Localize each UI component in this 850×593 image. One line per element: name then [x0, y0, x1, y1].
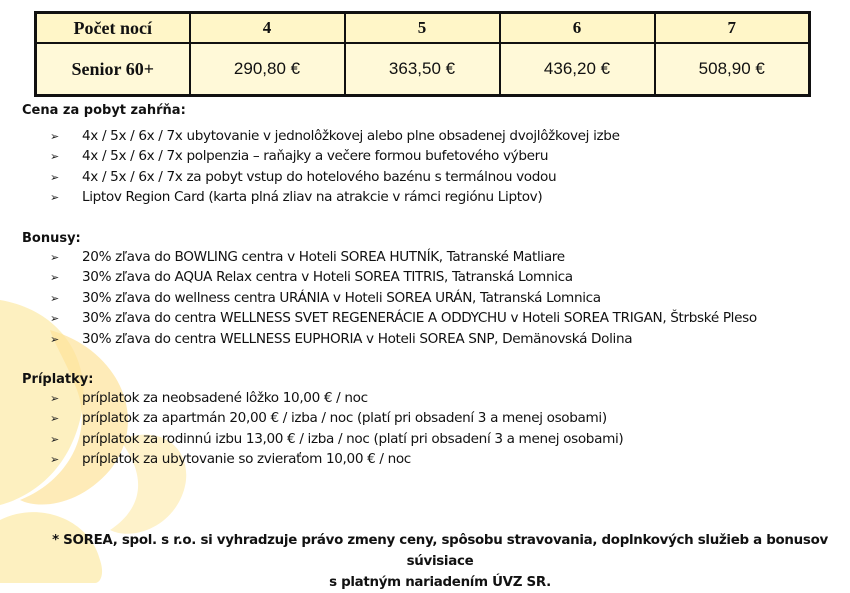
list-item: ➢ 30% zľava do centra WELLNESS SVET REGENERÁCIE A ODDYCHU v Hoteli SOREA TRIGAN, Štrbské Pleso	[50, 308, 757, 328]
price-table	[34, 11, 811, 97]
arrowhead-bullet-icon: ➢	[50, 150, 59, 164]
arrowhead-bullet-icon: ➢	[50, 332, 59, 346]
footnote	[30, 530, 850, 593]
arrowhead-bullet-icon: ➢	[50, 191, 59, 205]
list-item: ➢ 30% zľava do centra WELLNESS EUPHORIA v Hoteli SOREA SNP, Demänovská Dolina	[50, 329, 757, 349]
arrowhead-bullet-icon: ➢	[50, 291, 59, 305]
nights-label: Počet nocí	[36, 13, 190, 44]
section-title-includes: Cena za pobyt zahŕňa:	[22, 103, 186, 118]
list-item: ➢ 4x / 5x / 6x / 7x polpenzia – raňajky a večere formou bufetového výberu	[50, 146, 620, 166]
footnote-line-2: s platným nariadením ÚVZ SR.	[329, 575, 551, 590]
list-item: ➢ príplatok za ubytovanie so zvieraťom 10,00 € / noc	[50, 449, 623, 469]
price-4: 290,80 €	[190, 43, 345, 96]
arrowhead-bullet-icon: ➢	[50, 170, 59, 184]
arrowhead-bullet-icon: ➢	[50, 392, 59, 405]
price-table-header	[36, 13, 810, 44]
cropped-heading	[0, 0, 850, 6]
section-title-surcharges: Príplatky:	[22, 372, 94, 387]
list-item: ➢ 4x / 5x / 6x / 7x ubytovanie v jednolôžkovej alebo plne obsadenej dvojlôžkovej izbe	[50, 126, 620, 146]
list-item: ➢ 4x / 5x / 6x / 7x za pobyt vstup do hotelového bazénu s termálnou vodou	[50, 167, 620, 187]
price-6: 436,20 €	[500, 43, 655, 96]
senior-label: Senior 60+	[36, 43, 190, 96]
list-item: ➢ príplatok za apartmán 20,00 € / izba / noc (platí pri obsadení 3 a menej osobami)	[50, 408, 623, 428]
includes-list	[50, 126, 620, 208]
bonuses-list	[50, 247, 757, 349]
nights-7: 7	[655, 13, 810, 44]
nights-4: 4	[190, 13, 345, 44]
price-7: 508,90 €	[655, 43, 810, 96]
price-table-row	[36, 43, 810, 96]
footnote-line-1: * SOREA, spol. s r.o. si vyhradzuje právo zmeny ceny, spôsobu stravovania, doplnkových služieb a bonusov súvisiace	[52, 533, 828, 569]
list-item: ➢ Liptov Region Card (karta plná zliav na atrakcie v rámci regiónu Liptov)	[50, 187, 620, 207]
arrowhead-bullet-icon: ➢	[50, 453, 59, 467]
nights-6: 6	[500, 13, 655, 44]
arrowhead-bullet-icon: ➢	[50, 312, 59, 326]
arrowhead-bullet-icon: ➢	[50, 432, 59, 446]
arrowhead-bullet-icon: ➢	[50, 271, 59, 285]
arrowhead-bullet-icon: ➢	[50, 412, 59, 426]
nights-5: 5	[345, 13, 500, 44]
list-item: ➢ príplatok za rodinnú izbu 13,00 € / izba / noc (platí pri obsadení 3 a menej osobami)	[50, 429, 623, 449]
list-item: ➢ 30% zľava do AQUA Relax centra v Hoteli SOREA TITRIS, Tatranská Lomnica	[50, 267, 757, 287]
list-item: ➢ 20% zľava do BOWLING centra v Hoteli SOREA HUTNÍK, Tatranské Matliare	[50, 247, 757, 267]
arrowhead-bullet-icon: ➢	[50, 251, 59, 264]
surcharges-list	[50, 388, 623, 470]
list-item: ➢ príplatok za neobsadené lôžko 10,00 € / noc	[50, 388, 623, 408]
section-title-bonuses: Bonusy:	[22, 231, 81, 246]
arrowhead-bullet-icon: ➢	[50, 130, 59, 143]
list-item: ➢ 30% zľava do wellness centra URÁNIA v Hoteli SOREA URÁN, Tatranská Lomnica	[50, 288, 757, 308]
price-5: 363,50 €	[345, 43, 500, 96]
